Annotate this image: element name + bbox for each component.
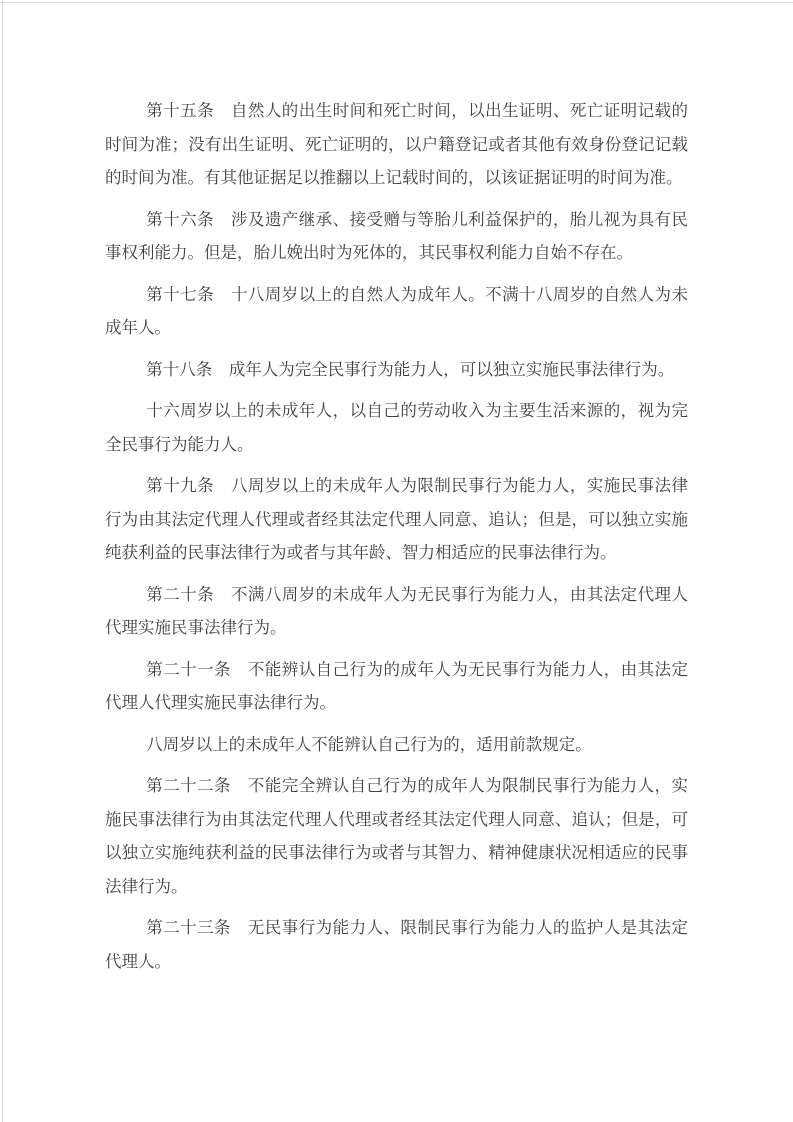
- paragraph-article-19: 第十九条 八周岁以上的未成年人为限制民事行为能力人，实施民事法律行为由其法定代理人代理或者经其法定代理人同意、追认；但是，可以独立实施纯获利益的民事法律行为或者与其年龄、智力相适应的民事法律行为。: [105, 476, 688, 562]
- paragraph-article-20: 第二十条 不满八周岁的未成年人为无民事行为能力人，由其法定代理人代理实施民事法律行为。: [105, 584, 688, 637]
- page-edge-top-line: [0, 2, 793, 3]
- paragraph-article-22: 第二十二条 不能完全辨认自己行为的成年人为限制民事行为能力人，实施民事法律行为由其法定代理人代理或者经其法定代理人同意、追认；但是，可以独立实施纯获利益的民事法律行为或者与其智力、精神健康状况相适应的民事法律行为。: [105, 776, 688, 896]
- paragraph-article-16: 第十六条 涉及遗产继承、接受赠与等胎儿利益保护的，胎儿视为具有民事权利能力。但是，胎儿娩出时为死体的，其民事权利能力自始不存在。: [105, 209, 688, 262]
- paragraph-article-17: 第十七条 十八周岁以上的自然人为成年人。不满十八周岁的自然人为未成年人。: [105, 284, 688, 337]
- paragraph-article-18-clause-2: 十六周岁以上的未成年人，以自己的劳动收入为主要生活来源的，视为完全民事行为能力人。: [105, 401, 688, 454]
- paragraph-article-21-clause-1: 第二十一条 不能辨认自己行为的成年人为无民事行为能力人，由其法定代理人代理实施民事法律行为。: [105, 659, 688, 712]
- paragraph-article-15: 第十五条 自然人的出生时间和死亡时间，以出生证明、死亡证明记载的时间为准；没有出生证明、死亡证明的，以户籍登记或者其他有效身份登记记载的时间为准。有其他证据足以推翻以上记载时间的，以该证据证明的时间为准。: [105, 101, 688, 187]
- paragraph-article-21-clause-2: 八周岁以上的未成年人不能辨认自己行为的，适用前款规定。: [146, 734, 592, 754]
- paragraph-article-23: 第二十三条 无民事行为能力人、限制民事行为能力人的监护人是其法定代理人。: [105, 918, 688, 971]
- page-edge-left-line: [2, 0, 3, 1122]
- paragraph-article-18-clause-1: 第十八条 成年人为完全民事行为能力人，可以独立实施民事法律行为。: [146, 359, 675, 379]
- document-body: [105, 94, 688, 986]
